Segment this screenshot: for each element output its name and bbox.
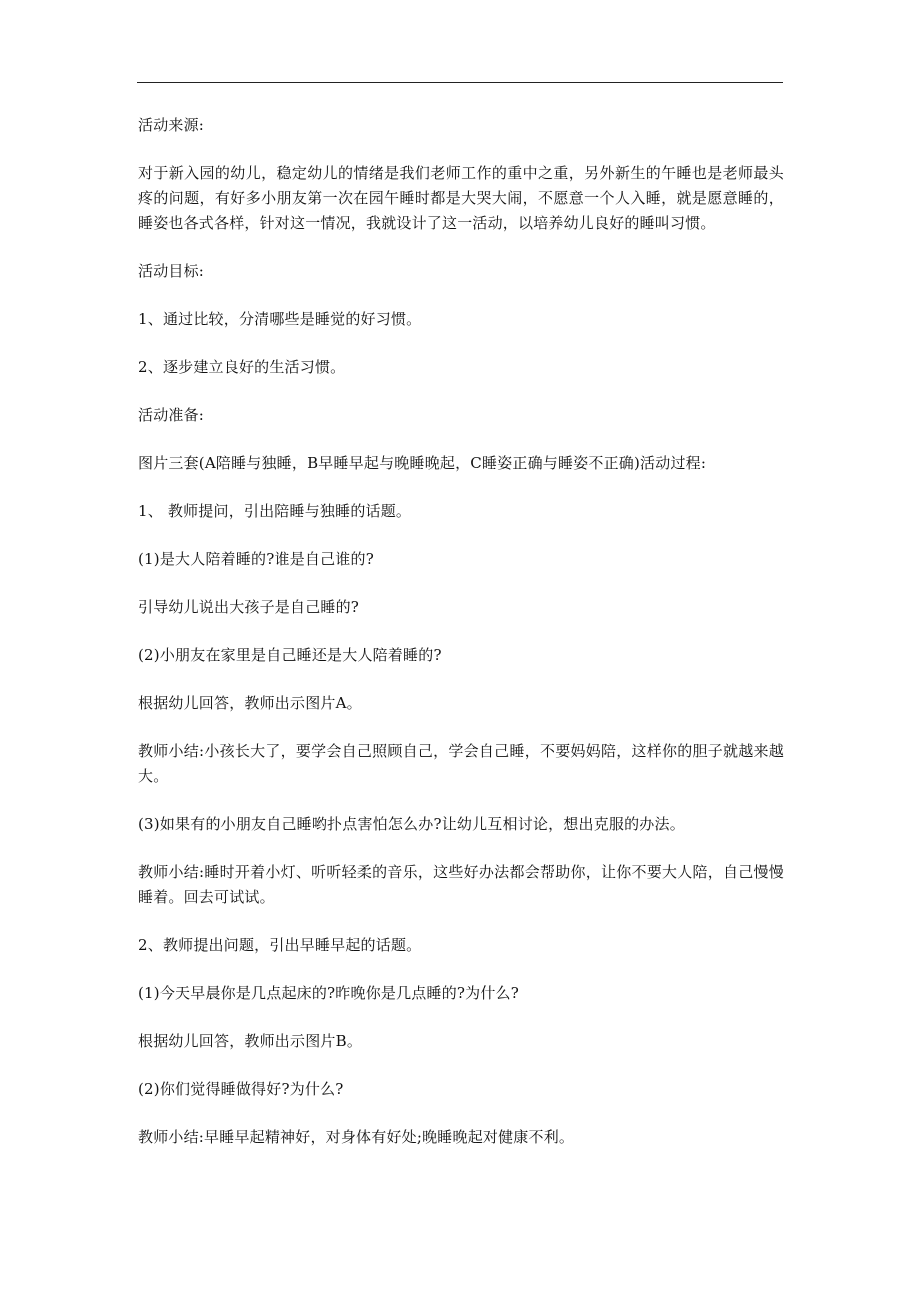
process-step-2: 2、教师提出问题，引出早睡早起的话题。 (138, 936, 422, 954)
section-heading-goals: 活动目标: (138, 262, 205, 280)
question-1-2: (2)小朋友在家里是自己睡还是大人陪着睡的? (138, 646, 442, 664)
goal-item-1: 1、通过比较，分清哪些是睡觉的好习惯。 (138, 310, 422, 328)
section-heading-source: 活动来源: (138, 116, 205, 134)
goal-item-2: 2、逐步建立良好的生活习惯。 (138, 358, 346, 376)
header-rule (137, 82, 783, 83)
question-2-2: (2)你们觉得睡做得好?为什么? (138, 1080, 344, 1098)
document-body (138, 113, 784, 1173)
teacher-summary-3: 教师小结:早睡早起精神好，对身体有好处;晚睡晚起对健康不利。 (138, 1128, 575, 1146)
teacher-summary-1: 教师小结:小孩长大了，要学会自己照顾自己，学会自己睡，不要妈妈陪，这样你的胆子就越来越大。 (138, 742, 784, 785)
teacher-summary-2: 教师小结:睡时开着小灯、听听轻柔的音乐，这些好办法都会帮助你，让你不要大人陪，自己慢慢睡着。回去可试试。 (138, 863, 784, 906)
section-heading-prep: 活动准备: (138, 406, 205, 424)
process-step-1: 1、 教师提问，引出陪睡与独睡的话题。 (138, 502, 412, 520)
paragraph-source: 对于新入园的幼儿，稳定幼儿的情绪是我们老师工作的重中之重，另外新生的午睡也是老师最头疼的问题，有好多小朋友第一次在园午睡时都是大哭大闹，不愿意一个人入睡，就是愿意睡的，睡姿也各式各样，针对这一情况，我就设计了这一活动，以培养幼儿良好的睡叫习惯。 (138, 164, 784, 232)
paragraph-show-a: 根据幼儿回答，教师出示图片A。 (138, 694, 362, 712)
paragraph-guide: 引导幼儿说出大孩子是自己睡的? (138, 598, 360, 616)
question-1-1: (1)是大人陪着睡的?谁是自己谁的? (138, 550, 374, 568)
question-2-1: (1)今天早晨你是几点起床的?昨晚你是几点睡的?为什么? (138, 984, 519, 1002)
question-1-3: (3)如果有的小朋友自己睡哟扑点害怕怎么办?让幼儿互相讨论，想出克服的办法。 (138, 815, 685, 833)
paragraph-prep: 图片三套(A陪睡与独睡，B早睡早起与晚睡晚起，C睡姿正确与睡姿不正确)活动过程: (138, 454, 707, 472)
paragraph-show-b: 根据幼儿回答，教师出示图片B。 (138, 1032, 363, 1050)
